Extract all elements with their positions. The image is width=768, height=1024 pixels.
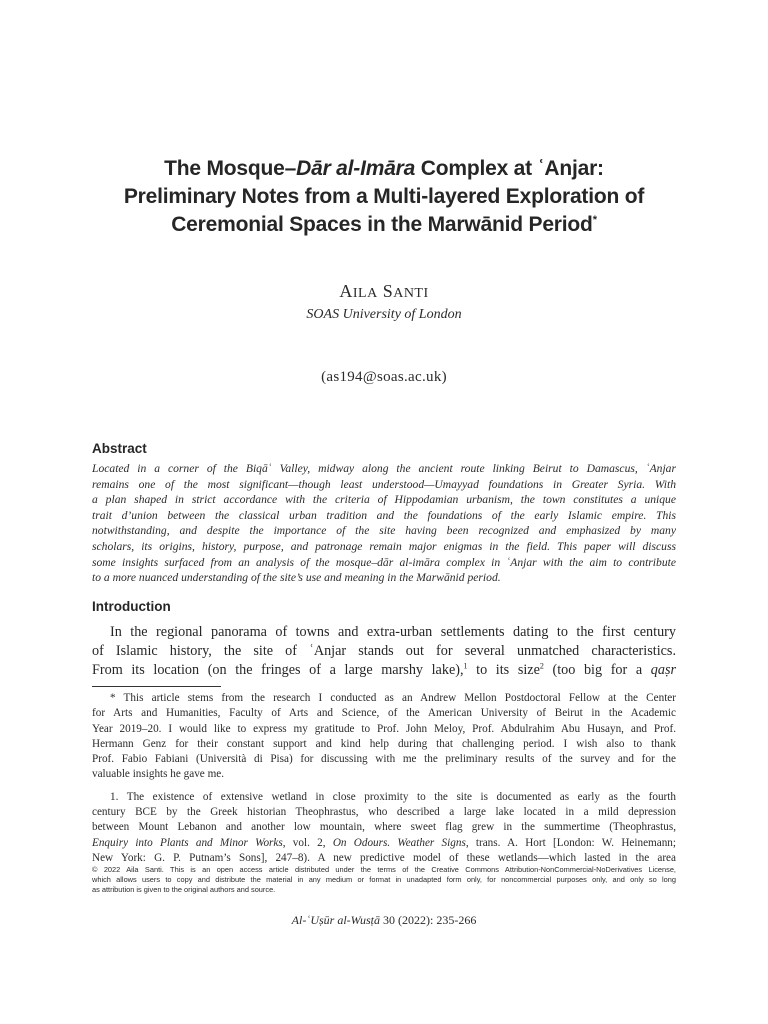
footnotes	[92, 691, 676, 866]
abstract-line: Located in a corner of the Biqāʿ Valley, midway along the ancient route linking Beirut to Damascus, ʿAnjar	[92, 462, 676, 475]
intro-line: In the regional panorama of towns and extra-urban settlements dating to the first century	[110, 624, 676, 640]
abstract-text	[92, 461, 676, 586]
footnote-1-line: Enquiry into Plants and Minor Works, vol. 2, On Odours. Weather Signs, trans. A. Hort [London: W. Heinemann;	[92, 836, 676, 849]
footnote-star-line: Hermann Genz for their constant support and kind help during that challenging period. I wish also to thank	[92, 737, 676, 750]
license-line: © 2022 Aila Santi. This is an open access article distributed under the terms of the Creative Commons Attribution-NonCommercial-NoDerivatives License,	[92, 865, 676, 874]
abstract-line: some insights surfaced from an analysis of the mosque–dār al-imāra complex in ʿAnjar with the aim to contribute	[92, 555, 676, 569]
author-email[interactable]: (as194@soas.ac.uk)	[321, 369, 447, 385]
footnote-star-line: Year 2019–20. I would like to express my gratitude to Prof. John Meloy, Prof. Abdulrahim Abu Husayn, and Prof.	[92, 722, 676, 735]
footnote-ref-1[interactable]: 1	[463, 661, 468, 671]
author-name: AILA SANTI	[339, 281, 429, 301]
title-line-1: The Mosque–Dār al-Imāra Complex at ʿAnjar:	[164, 157, 604, 180]
abstract-line: notwithstanding, and despite the importance of the site having been recognized and emphasized by many	[92, 524, 676, 538]
footnote-divider	[92, 686, 221, 687]
abstract-heading: Abstract	[92, 441, 147, 456]
footnote-star-line: valuable insights he gave me.	[92, 768, 225, 781]
title-line-3: Ceremonial Spaces in the Marwānid Period*	[171, 213, 597, 236]
intro-line: From its location (on the fringes of a large marshy lake),$^1$ to its size$^2$ (too big for a qaṣr	[92, 661, 677, 678]
abstract-line: remains one of the most significant—though least understood—Umayyad foundations in Greater Syria. With	[92, 477, 676, 491]
footnote-star-line: for Arts and Humanities, Faculty of Arts and Science, of the American University of Beirut in the Academic	[92, 707, 676, 720]
footnote-ref-2[interactable]: 2	[539, 661, 544, 671]
license-line: which allows users to copy and distribute the material in any medium or format in unadapted form only, for noncommercial purposes only, and only so long	[92, 875, 676, 885]
footnote-1-line: century BCE by the Greek historian Theophrastus, who described a large lake located in a mild depression	[92, 806, 676, 819]
license-notice	[92, 865, 676, 896]
title-line-2: Preliminary Notes from a Multi-layered Exploration of	[123, 185, 645, 208]
license-line: as attribution is given to the original authors and source.	[92, 885, 276, 895]
footnote-gap	[92, 783, 676, 790]
journal-volume-pages: 30 (2022): 235-266	[380, 913, 477, 927]
journal-citation	[0, 913, 768, 928]
footnote-1-line: New York: G. P. Putnam’s Sons], 247–8). A new predictive model of these wetlands—which lasted in the area	[92, 851, 676, 864]
footnote-star-line: * This article stems from the research I conducted as an Andrew Mellon Postdoctoral Fellow at the Center	[110, 692, 676, 704]
abstract-line: trait d’union between the classical urban tradition and the foundations of the early Islamic empire. This	[92, 508, 676, 522]
footnote-1-line: between Mount Lebanon and another low mountain, where sweet flag grew in the summertime (Theophrastus,	[92, 821, 676, 834]
footnote-1-line: 1. The existence of extensive wetland in close proximity to the site is documented as early as the fourth	[110, 790, 676, 803]
footnote-star-line: Prof. Fabio Fabiani (Università di Pisa) for discussing with me the preliminary results of the survey and for the	[92, 753, 676, 766]
abstract-line: scholars, its origins, history, purpose, and patronage remain major enigmas in the field. This paper will discuss	[92, 539, 676, 553]
introduction-text	[92, 623, 676, 680]
journal-name: Al-ʿUṣūr al-Wusṭā	[291, 913, 380, 927]
title-footnote-marker[interactable]: *	[592, 214, 597, 226]
abstract-line: a plan shaped in strict accordance with the criteria of Hippodamian urbanism, the town constitutes a unique	[92, 493, 676, 507]
introduction-heading: Introduction	[92, 599, 171, 614]
intro-line: of Islamic history, the site of ʿAnjar stands out for several unmatched characteristics.	[92, 643, 676, 659]
article-title	[60, 155, 708, 239]
author-affiliation: SOAS University of London	[306, 307, 462, 322]
abstract-line: to a more nuanced understanding of the site’s use and meaning in the Marwānid period.	[92, 571, 501, 585]
